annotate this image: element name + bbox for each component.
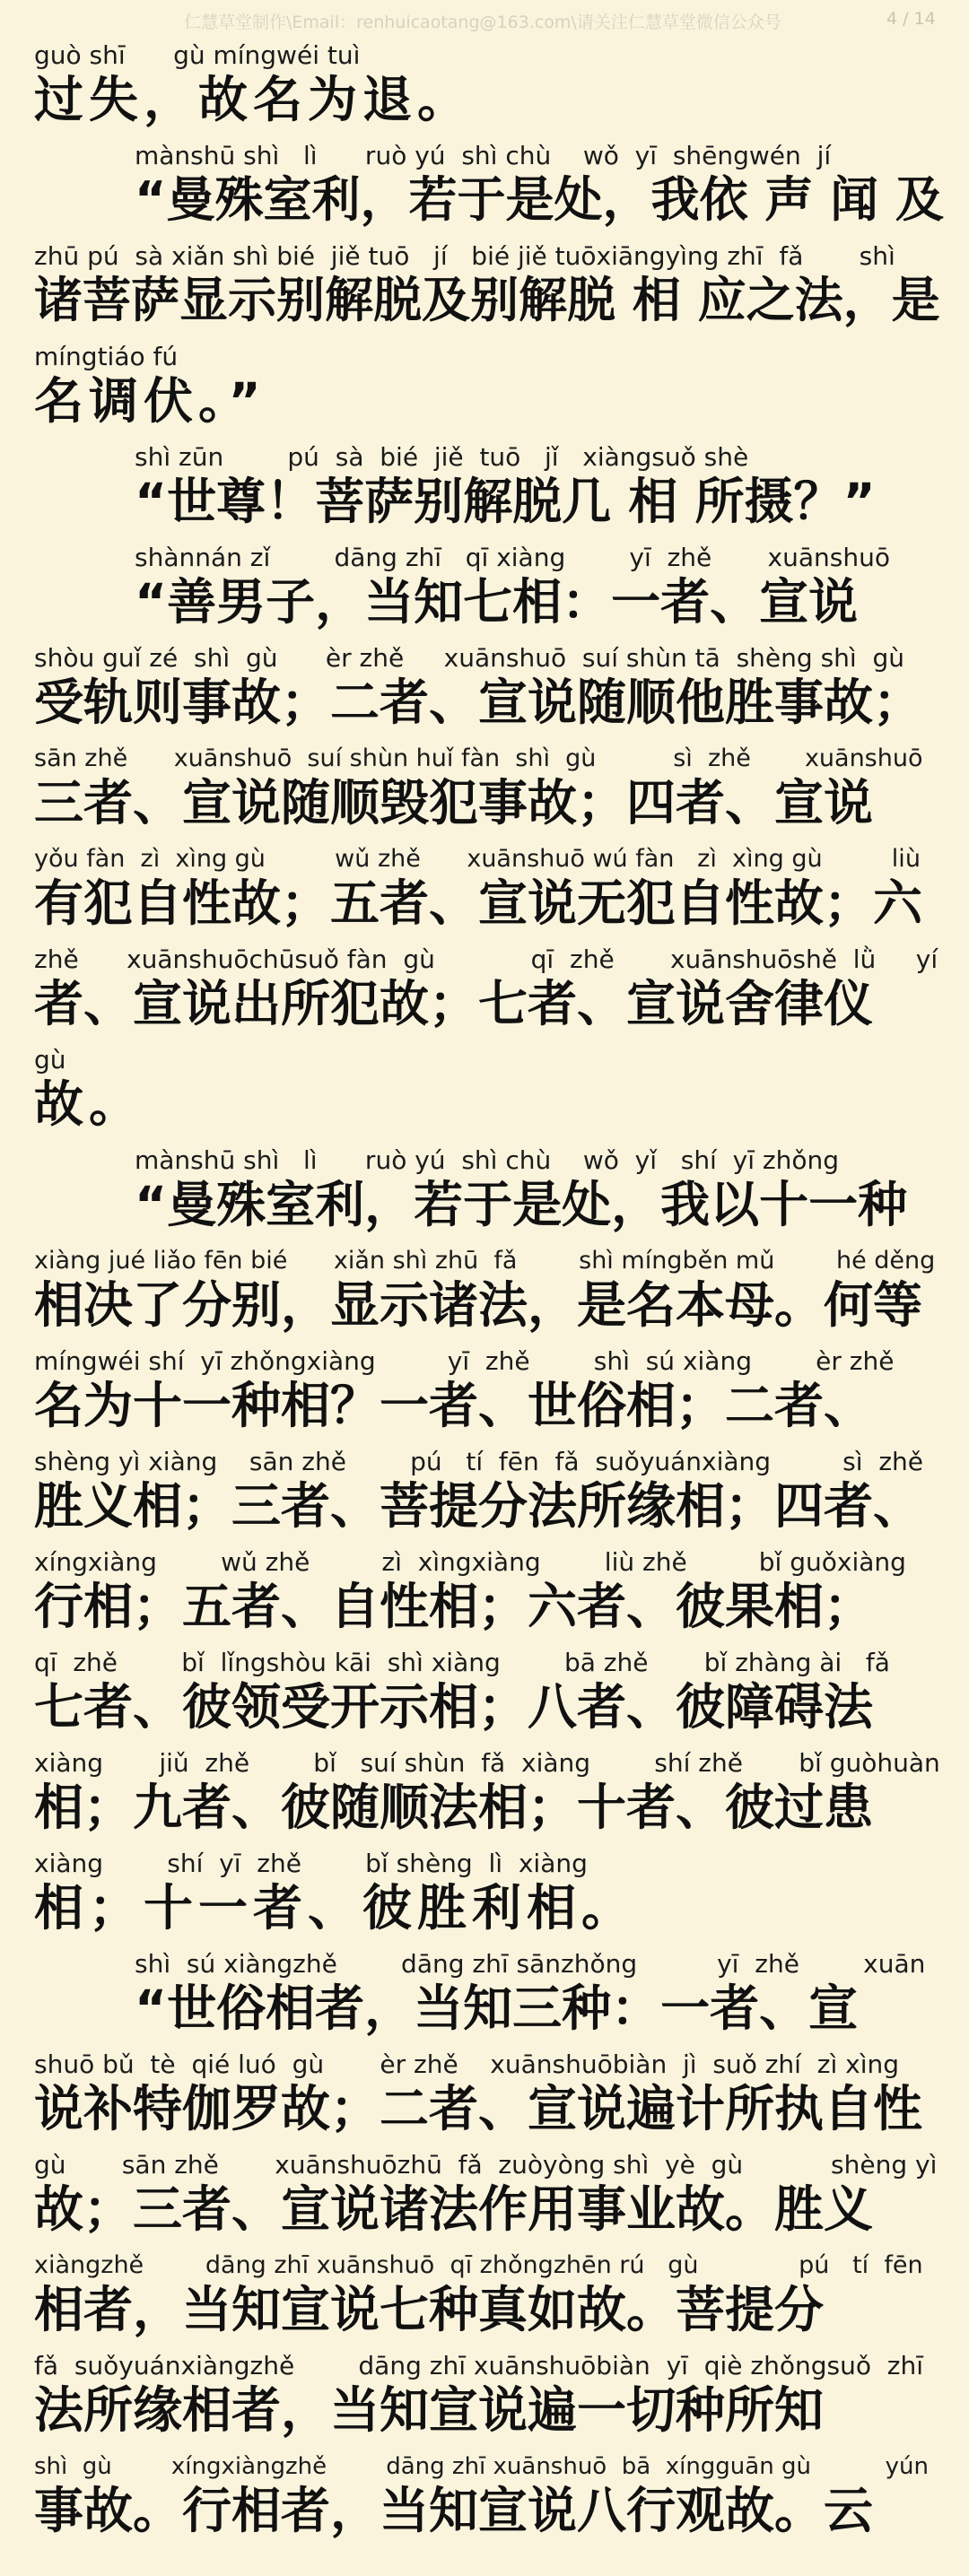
chinese-text: “善男子，当知七相：一者、宣说 [135,573,859,631]
pinyin-annotation: xiàng jué liǎo fēn bié xiǎn shì zhū fǎ shì míngběn mǔ hé děng [34,1247,936,1275]
text-line [34,343,944,443]
pinyin-annotation: shì sú xiàngzhě dāng zhī sānzhǒng yī zhě xuān [135,1949,926,1979]
text-line [34,1247,944,1347]
text-line [34,443,944,544]
pinyin-annotation: gù [34,1045,66,1075]
pinyin-annotation: gù sān zhě xuānshuōzhū fǎ zuòyòng shì yè gù shèng yì [34,2150,938,2180]
pinyin-annotation: xiàng shí yī zhě bǐ shèng lì xiàng [34,1849,588,1878]
pinyin-annotation: míngtiáo fú [34,342,179,371]
chinese-text: 相者，当知宣说七种真如故。菩提分 [34,2281,825,2338]
text-line [34,1146,944,1247]
pinyin-annotation: xíngxiàng wǔ zhě zì xìngxiàng liù zhě bǐ guǒxiàng [34,1547,906,1577]
text-line [34,2251,944,2352]
chinese-text: 故；三者、宣说诸法作用事业故。胜义 [34,2180,874,2238]
pinyin-annotation: xiàng jiǔ zhě bǐ suí shùn fǎ xiàng shí zhě bǐ guòhuàn [34,1748,940,1778]
chinese-text: 受轨则事故；二者、宣说随顺他胜事故； [34,674,923,731]
chinese-text: “曼殊室利，若于是处，我依 声 闻 及 [135,171,944,228]
text-line [34,544,944,644]
text-line [34,1749,944,1849]
pinyin-annotation: fǎ suǒyuánxiàngzhě dāng zhī xuānshuōbiàn yī qiè zhǒngsuǒ zhī [34,2351,923,2380]
chinese-text: 行相；五者、自性相；六者、彼果相； [34,1578,874,1635]
chinese-text: 事故。行相者，当知宣说八行观故。云 [34,2482,874,2539]
text-line [34,1448,944,1548]
text-line [34,845,944,945]
chinese-text: 相决了分别，显示诸法，是名本母。何等 [34,1276,923,1334]
chinese-text: 故。 [34,1075,144,1133]
pinyin-annotation: xiàngzhě dāng zhī xuānshuō qī zhǒngzhēn rú gù pú tí fēn [34,2251,923,2279]
text-line [34,2352,944,2452]
text-line [34,644,944,744]
pinyin-annotation: sān zhě xuānshuō suí shùn huǐ fàn shì gù sì zhě xuānshuō [34,744,923,772]
text-line [34,2050,944,2151]
text-line [34,1649,944,1749]
text-line [34,744,944,845]
pinyin-annotation: qī zhě bǐ lǐngshòu kāi shì xiàng bā zhě bǐ zhàng ài fǎ [34,1648,890,1677]
pinyin-annotation: shì zūn pú sà bié jiě tuō jǐ xiàngsuǒ shè [135,442,749,472]
page-indicator: 4 / 14 [886,9,936,29]
text-line [34,2151,944,2251]
pinyin-annotation: mànshū shì lì ruò yú shì chù wǒ yǐ shí yī zhǒng [135,1145,839,1175]
chinese-text: 法所缘相者，当知宣说遍一切种所知 [34,2381,825,2439]
chinese-text: 有犯自性故；五者、宣说无犯自性故；六 [34,875,923,932]
text-line [34,242,944,343]
chinese-text: “世俗相者，当知三种：一者、宣 [135,1980,859,2037]
text-line [34,41,944,142]
pinyin-annotation: zhě xuānshuōchūsuǒ fàn gù qī zhě xuānshuōshě lǜ yí [34,944,938,974]
text-line [34,1347,944,1448]
chinese-text: 相；九者、彼随顺法相；十者、彼过患 [34,1779,874,1836]
pinyin-annotation: shèng yì xiàng sān zhě pú tí fēn fǎ suǒyuánxiàng sì zhě [34,1447,924,1476]
chinese-text: 三者、宣说随顺毁犯事故；四者、宣说 [34,774,874,831]
chinese-text: 名调伏。” [34,372,266,430]
chinese-text: 者、宣说出所犯故；七者、宣说舍律仪 [34,975,874,1032]
text-line [34,2452,944,2553]
chinese-text: 七者、彼领受开示相；八者、彼障碍法 [34,1678,874,1736]
text-line [34,142,944,242]
chinese-text: 过失，故名为退。 [34,71,473,128]
chinese-text: “世尊！菩萨别解脱几 相 所摄？” [135,473,876,530]
text-line [34,1548,944,1649]
chinese-text: 胜义相；三者、菩提分法所缘相；四者、 [34,1477,923,1535]
pinyin-annotation: shòu guǐ zé shì gù èr zhě xuānshuō suí shùn tā shèng shì gù [34,643,905,673]
pinyin-annotation: míngwéi shí yī zhǒngxiàng yī zhě shì sú xiàng èr zhě [34,1346,895,1376]
chinese-text: 诸菩萨显示别解脱及别解脱 相 应之法，是 [34,272,940,328]
chinese-text: “曼殊室利，若于是处，我以十一种 [135,1176,908,1233]
page-header [0,9,969,36]
text-line [34,1849,944,1950]
pinyin-annotation: shuō bǔ tè qié luó gù èr zhě xuānshuōbiàn jì suǒ zhí zì xìng [34,2049,899,2079]
chinese-text: 说补特伽罗故；二者、宣说遍计所执自性 [34,2080,923,2137]
pinyin-annotation: shànnán zǐ dāng zhī qī xiàng yī zhě xuānshuō [135,543,890,572]
chinese-text: 名为十一种相？一者、世俗相；二者、 [34,1377,874,1434]
text-line [34,1950,944,2050]
watermark-header: 仁慧草堂制作\Email：renhuicaotang@163.com\请关注仁慧草堂微信公众号 [184,13,781,32]
pinyin-annotation: zhū pú sà xiǎn shì bié jiě tuō jí bié jiě tuōxiāngyìng zhī fǎ shì [34,241,895,271]
text-line [34,1046,944,1146]
text-line [34,945,944,1046]
scripture-text [34,41,944,2553]
pinyin-annotation: shì gù xíngxiàngzhě dāng zhī xuānshuō bā xíngguān gù yún [34,2453,929,2480]
pinyin-annotation: guò shī gù míngwéi tuì [34,40,361,70]
pinyin-annotation: yǒu fàn zì xìng gù wǔ zhě xuānshuō wú fàn zì xìng gù liù [34,845,921,873]
chinese-text: 相；十一者、彼胜利相。 [34,1879,637,1936]
pinyin-annotation: mànshū shì lì ruò yú shì chù wǒ yī shēngwén jí [135,141,832,170]
